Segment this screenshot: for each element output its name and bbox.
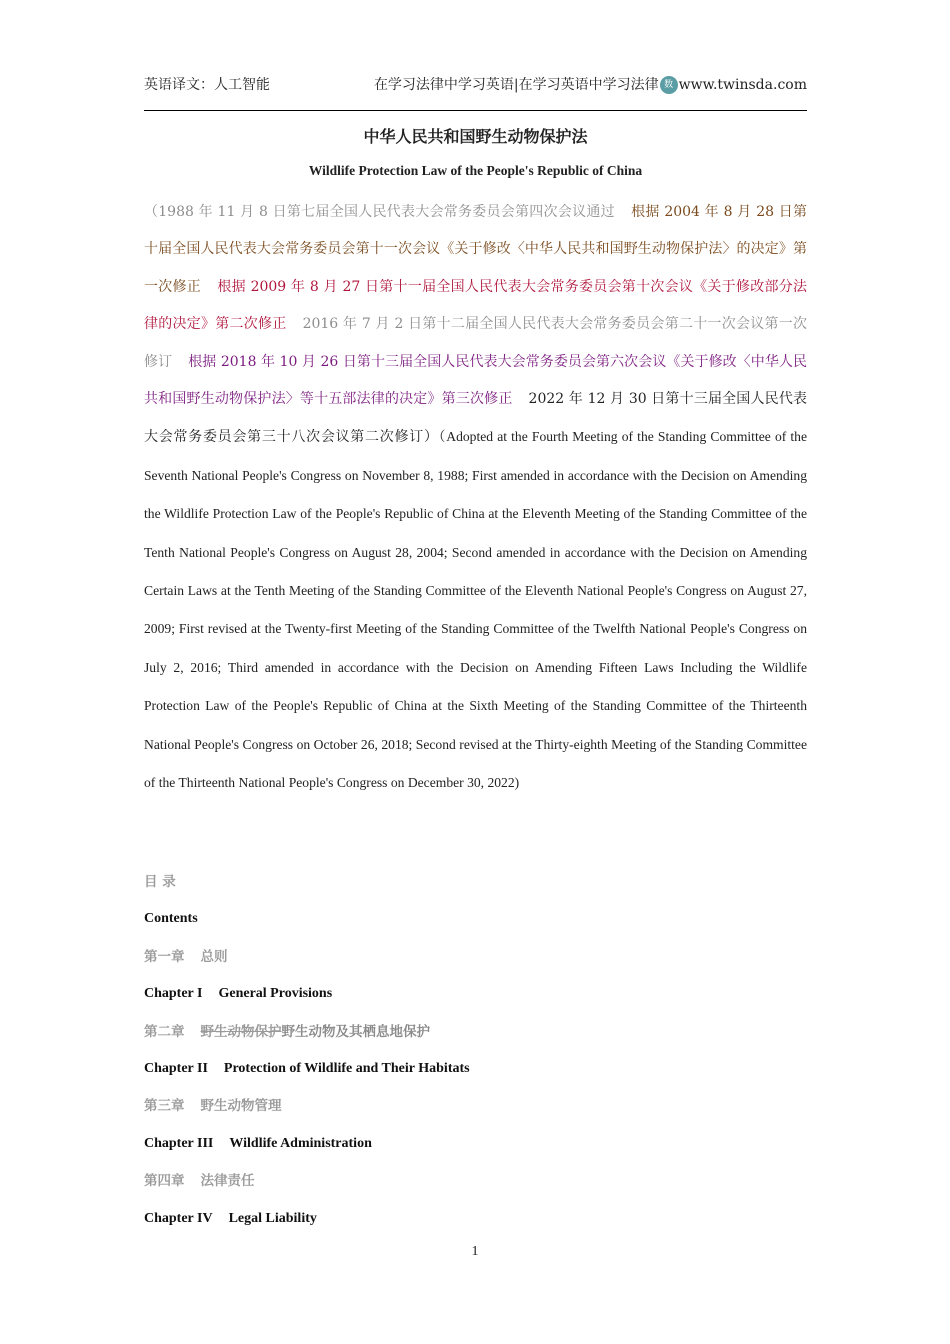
- table-of-contents: [144, 868, 807, 1242]
- toc-item-chapter-2-en[interactable]: Chapter II Protection of Wildlife and Their Habitats: [144, 1060, 470, 1076]
- document-title-cn: 中华人民共和国野生动物保护法: [363, 127, 588, 146]
- legislative-history: [144, 194, 807, 803]
- document-title-en: Wildlife Protection Law of the People's Republic of China: [308, 163, 643, 178]
- history-adoption-1988: （1988 年 11 月 8 日第七届全国人民代表大会常务委员会第四次会议通过: [144, 204, 615, 220]
- history-revision-2016: 2016 年 7 月 2 日第十二届全国人民代表大会常务委员会第二十一次会议第一次修订: [144, 316, 808, 370]
- toc-item-chapter-1-cn[interactable]: 第一章 总则: [144, 948, 228, 965]
- header-slogan: 在学习法律中学习英语|在学习英语中学习法律: [373, 77, 659, 93]
- toc-item-chapter-4-en[interactable]: Chapter IV Legal Liability: [144, 1210, 317, 1226]
- toc-heading-en: Contents: [144, 911, 198, 927]
- toc-item-chapter-3-en[interactable]: Chapter III Wildlife Administration: [144, 1135, 372, 1151]
- toc-item-chapter-2-cn[interactable]: 第二章 野生动物保护野生动物及其栖息地保护: [144, 1023, 430, 1040]
- page-header: [144, 72, 807, 96]
- toc-item-chapter-4-cn[interactable]: 第四章 法律责任: [144, 1173, 255, 1190]
- header-divider: [144, 110, 807, 111]
- history-amendment-2018: 根据 2018 年 10 月 26 日第十三届全国人民代表大会常务委员会第六次会议《关于修改〈中华人民共和国野生动物保护法〉等十五部法律的决定》第三次修正: [144, 353, 807, 408]
- page-number: 1: [471, 1244, 479, 1259]
- struck-out-title: 野生动物保护: [200, 1023, 282, 1040]
- header-left-label: 英语译文：人工智能: [144, 77, 270, 93]
- toc-item-chapter-3-cn[interactable]: 第三章 野生动物管理: [144, 1098, 282, 1115]
- header-right: [374, 74, 807, 94]
- history-english-translation: （Adopted at the Fourth Meeting of the Standing Committee of the Seventh National People's Congress on November 8, 1988; First amended in accordance with the Decision on Amending the Wildlife Protection Law of the People's Republic of China at the Eleventh Meeting of the Standing Committee of the Tenth National People's Congress on August 28, 2004; Second amended in accordance with the Decision on Amending Certain Laws at the Tenth Meeting of the Standing Committee of the Eleventh National People's Congress on August 27, 2009; First revised at the Twenty-first Meeting of the Standing Committee of the Twelfth National People's Congress on July 2, 2016; Third amended in accordance with the Decision on Amending Fifteen Laws Including the Wildlife Protection Law of the People's Republic of China at the Sixth Meeting of the Standing Committee of the Thirteenth National People's Congress on October 26, 2018; Second revised at the Thirty-eighth Meeting of the Standing Committee of the Thirteenth National People's Congress on December 30, 2022): [144, 429, 808, 791]
- twinsda-logo-icon: 数: [660, 76, 678, 94]
- history-revision-2022: 2022 年 12 月 30 日第十三届全国人民代表大会常务委员会第三十八次会议第二次修订）: [144, 391, 807, 446]
- header-site-link[interactable]: www.twinsda.com: [678, 77, 807, 93]
- toc-item-chapter-1-en[interactable]: Chapter I General Provisions: [144, 986, 333, 1002]
- history-amendment-2009: 根据 2009 年 8 月 27 日第十一届全国人民代表大会常务委员会第十次会议《关于修改部分法律的决定》第二次修正: [144, 278, 807, 333]
- history-amendment-2004: 根据 2004 年 8 月 28 日第十届全国人民代表大会常务委员会第十一次会议《关于修改〈中华人民共和国野生动物保护法〉的决定》第一次修正: [144, 204, 807, 295]
- toc-heading-cn: 目 录: [144, 874, 176, 890]
